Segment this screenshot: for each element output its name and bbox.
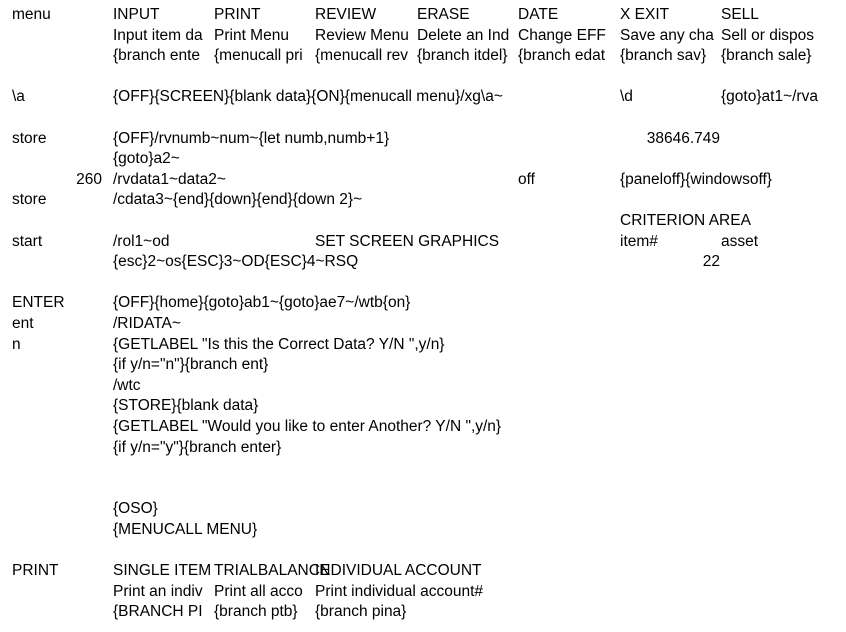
cell-D2[interactable]: Print Menu bbox=[214, 26, 289, 44]
cell-A12[interactable]: start bbox=[12, 232, 43, 250]
cell-E2[interactable]: Review Menu bbox=[315, 26, 409, 44]
cell-E1[interactable]: REVIEW bbox=[315, 6, 377, 23]
cell-H1[interactable]: X EXIT bbox=[620, 6, 670, 23]
cell-C5[interactable]: {OFF}{SCREEN}{blank data}{ON}{menucall menu}/xg\a~ bbox=[113, 88, 503, 106]
cell-A15[interactable]: ENTER bbox=[12, 294, 65, 312]
cell-A7[interactable]: store bbox=[12, 129, 47, 147]
cell-G9[interactable]: off bbox=[518, 170, 535, 188]
cell-C12[interactable]: /rol1~od bbox=[113, 232, 170, 250]
cell-A10[interactable]: store bbox=[12, 191, 47, 209]
cell-H2[interactable]: Save any cha bbox=[620, 26, 714, 44]
cell-F2[interactable]: Delete an Ind bbox=[417, 26, 510, 44]
cell-C7[interactable]: {OFF}/rvnumb~num~{let numb,numb+1} bbox=[113, 129, 390, 147]
cell-C20[interactable]: {STORE}{blank data} bbox=[113, 397, 259, 415]
cell-C22[interactable]: {if y/n="y"}{branch enter} bbox=[113, 438, 282, 456]
cell-C9[interactable]: /rvdata1~data2~ bbox=[113, 170, 226, 188]
cell-H11[interactable]: CRITERION AREA bbox=[620, 212, 751, 229]
cell-C26[interactable]: {MENUCALL MENU} bbox=[113, 521, 258, 538]
cell-A16[interactable]: ent bbox=[12, 315, 34, 332]
cell-H5[interactable]: \d bbox=[620, 88, 633, 106]
cell-I5[interactable]: {goto}at1~/rva bbox=[721, 88, 818, 106]
cell-C29[interactable]: Print an indiv bbox=[113, 582, 203, 600]
cell-C2[interactable]: Input item da bbox=[113, 26, 203, 44]
cell-C21[interactable]: {GETLABEL "Would you like to enter Another? Y/N ",y/n} bbox=[113, 418, 502, 435]
cell-A5[interactable]: \a bbox=[12, 88, 25, 106]
cell-A28[interactable]: PRINT bbox=[12, 562, 59, 580]
cell-H3[interactable]: {branch sav} bbox=[620, 47, 707, 65]
cell-F3[interactable]: {branch itdel} bbox=[417, 47, 508, 65]
cell-I12[interactable]: asset bbox=[721, 232, 759, 250]
cell-B9[interactable]: 260 bbox=[76, 170, 102, 188]
cell-C18[interactable]: {if y/n="n"}{branch ent} bbox=[113, 356, 269, 374]
cell-G3[interactable]: {branch edat bbox=[518, 47, 606, 65]
cell-C13[interactable]: {esc}2~os{ESC}3~OD{ESC}4~RSQ bbox=[113, 253, 359, 271]
cell-H12[interactable]: item# bbox=[620, 232, 658, 250]
cell-C28[interactable]: SINGLE ITEM bbox=[113, 562, 212, 580]
cell-C19[interactable]: /wtc bbox=[113, 376, 141, 394]
cell-I2[interactable]: Sell or dispos bbox=[721, 26, 815, 44]
cell-D1[interactable]: PRINT bbox=[214, 6, 261, 23]
cell-F1[interactable]: ERASE bbox=[417, 6, 470, 23]
cell-H7[interactable]: 38646.749 bbox=[646, 129, 720, 147]
cell-A17[interactable]: n bbox=[12, 335, 21, 353]
cell-C16[interactable]: /RIDATA~ bbox=[113, 315, 181, 332]
cell-C1[interactable]: INPUT bbox=[113, 6, 160, 23]
cell-C8[interactable]: {goto}a2~ bbox=[113, 150, 180, 168]
cell-C25[interactable]: {OSO} bbox=[113, 500, 158, 518]
cell-C15[interactable]: {OFF}{home}{goto}ab1~{goto}ae7~/wtb{on} bbox=[113, 294, 411, 312]
cell-A1[interactable]: menu bbox=[12, 6, 51, 23]
cell-H9[interactable]: {paneloff}{windowsoff} bbox=[620, 170, 772, 188]
cell-I1[interactable]: SELL bbox=[721, 6, 759, 23]
cell-D3[interactable]: {menucall pri bbox=[214, 47, 303, 65]
cell-E12[interactable]: SET SCREEN GRAPHICS bbox=[315, 232, 500, 250]
cell-E28[interactable]: INDIVIDUAL ACCOUNT bbox=[315, 562, 482, 580]
cell-E29[interactable]: Print individual account# bbox=[315, 582, 484, 600]
cell-I3[interactable]: {branch sale} bbox=[721, 47, 812, 65]
cell-C3[interactable]: {branch ente bbox=[113, 47, 201, 65]
cell-C30[interactable]: {BRANCH PI bbox=[113, 603, 203, 621]
cell-D28[interactable]: TRIALBALANCE bbox=[214, 562, 331, 580]
cell-C10[interactable]: /cdata3~{end}{down}{end}{down 2}~ bbox=[113, 191, 363, 209]
cell-E3[interactable]: {menucall rev bbox=[315, 47, 409, 65]
cell-D29[interactable]: Print all acco bbox=[214, 582, 303, 600]
cell-H13[interactable]: 22 bbox=[702, 253, 720, 271]
cell-G2[interactable]: Change EFF bbox=[518, 26, 606, 44]
cell-E30[interactable]: {branch pina} bbox=[315, 603, 407, 621]
cell-G1[interactable]: DATE bbox=[518, 6, 559, 23]
cell-D30[interactable]: {branch ptb} bbox=[214, 603, 298, 621]
cell-C17[interactable]: {GETLABEL "Is this the Correct Data? Y/N ",y/n} bbox=[113, 335, 445, 353]
